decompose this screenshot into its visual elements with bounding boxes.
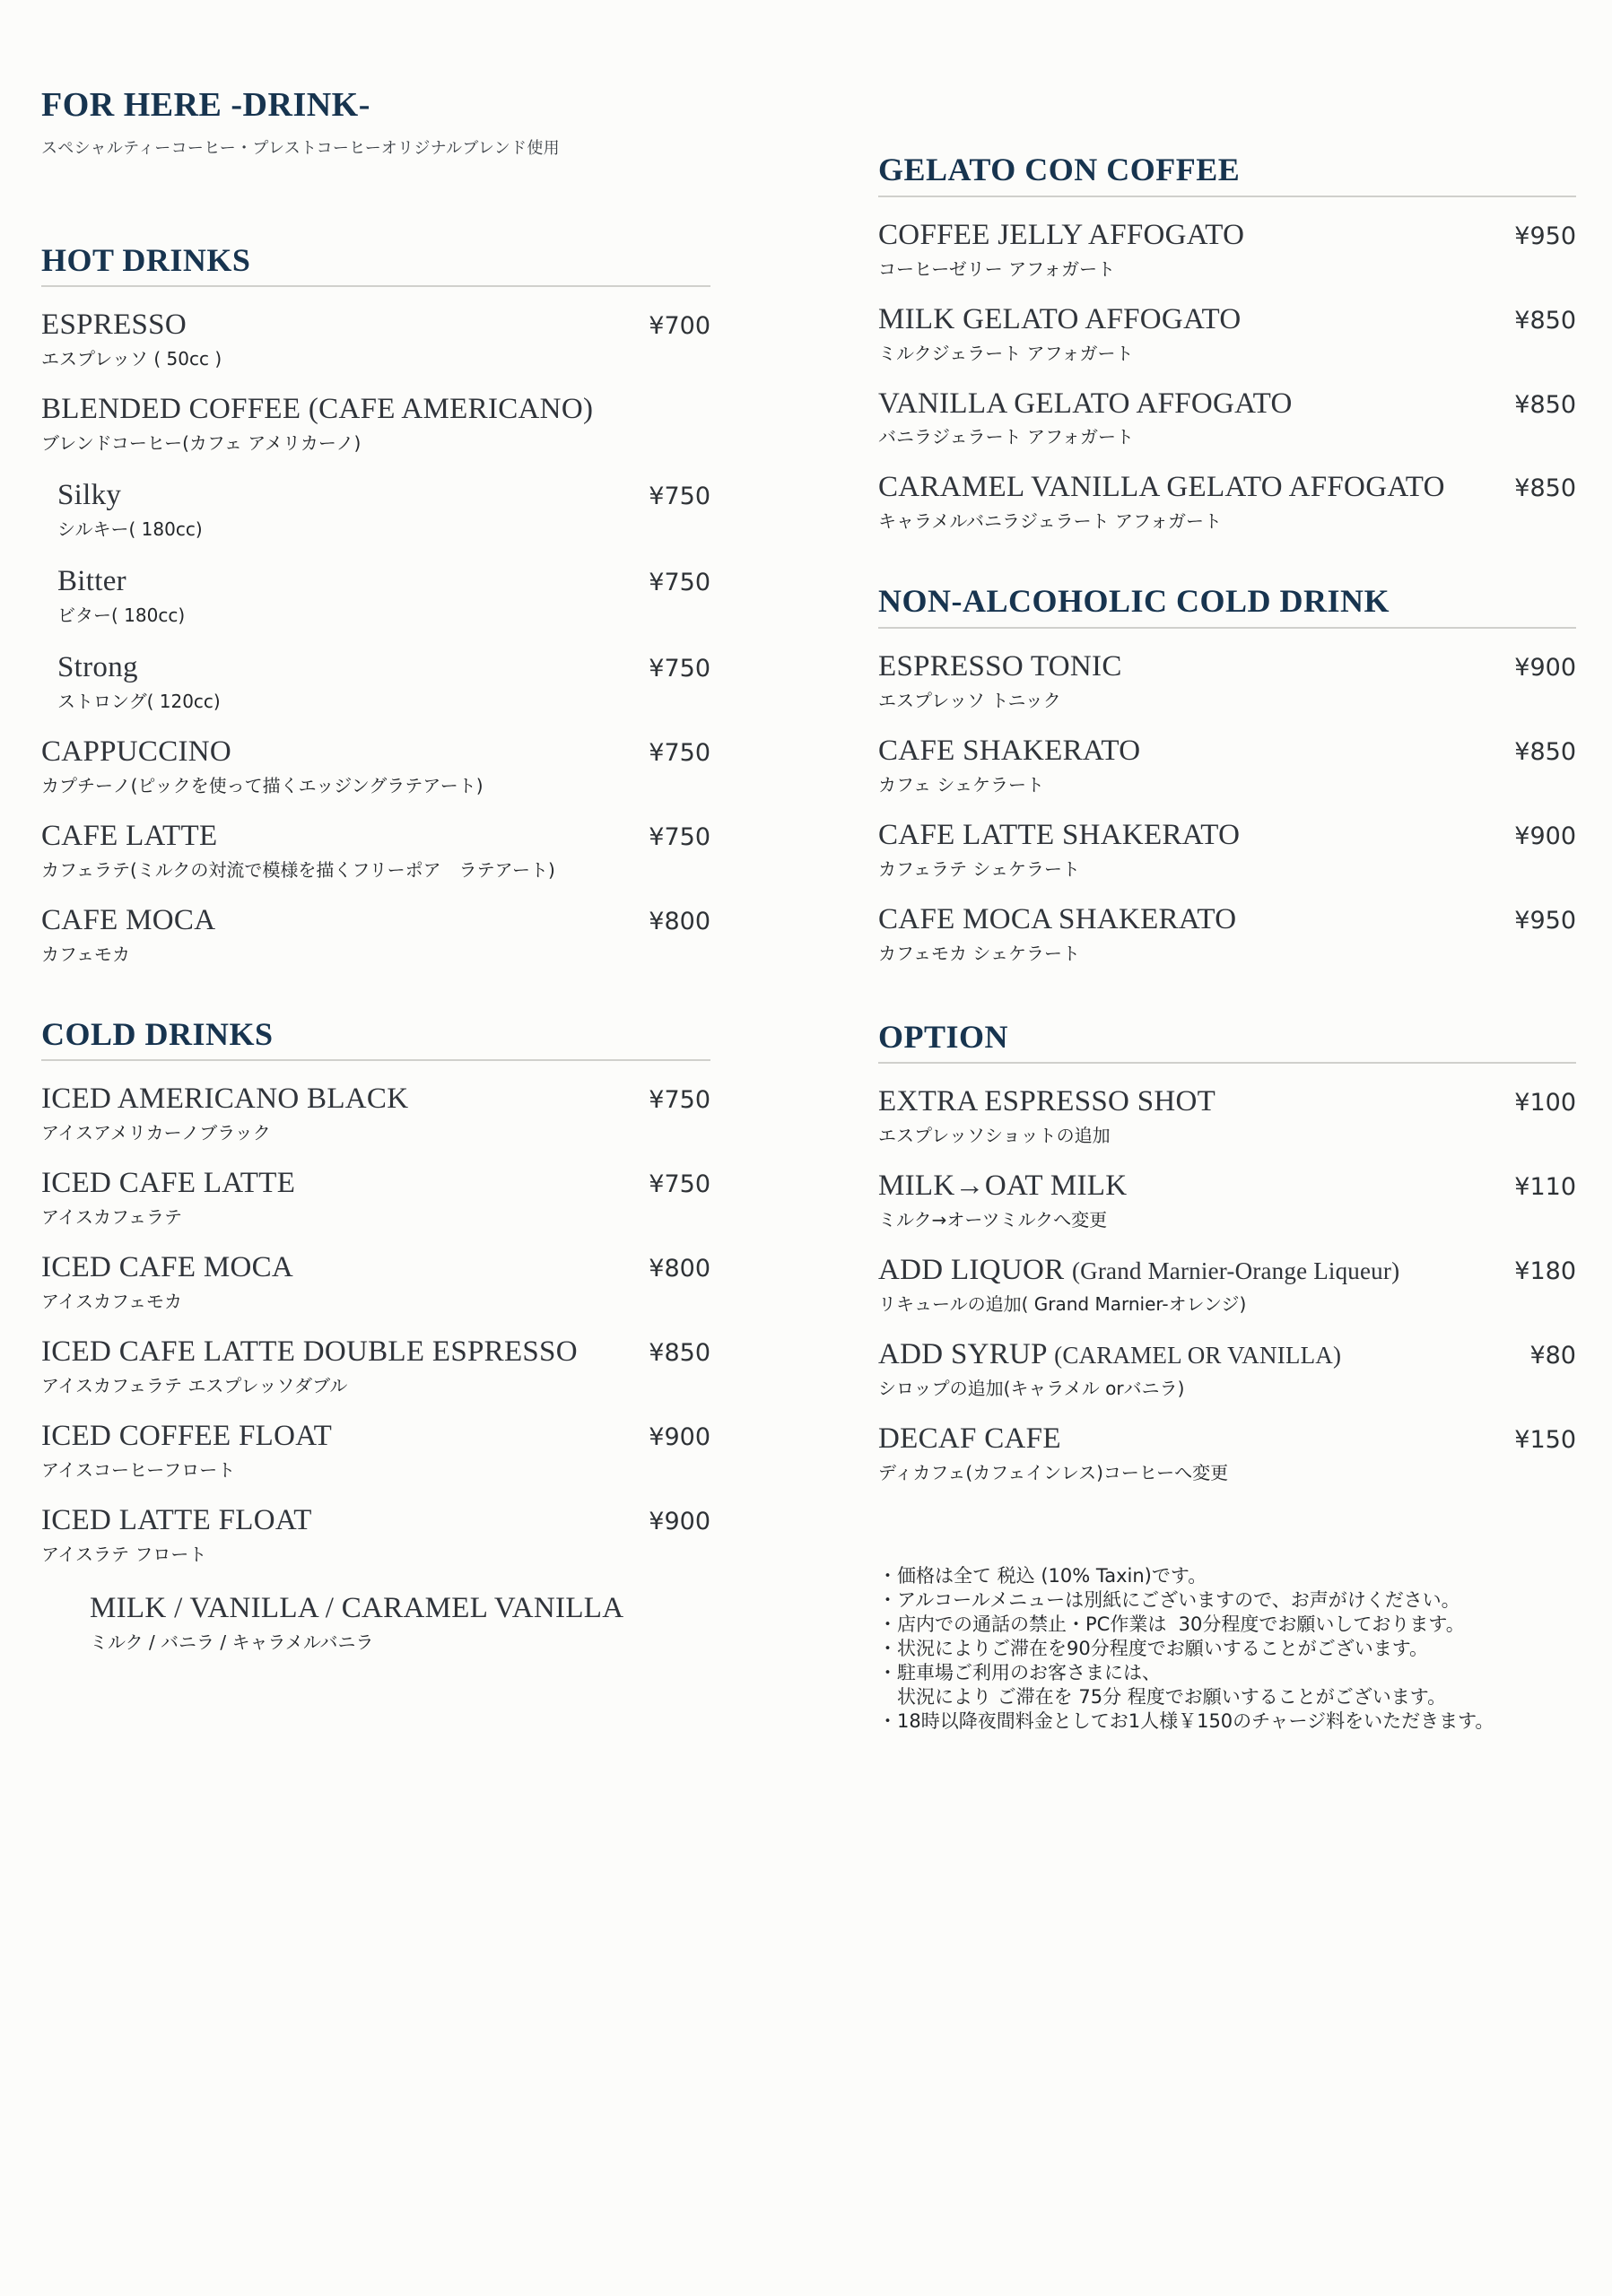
menu-item-cafe-latte-shakerato (878, 819, 1576, 880)
menu-item-iced-coffee-float (41, 1420, 710, 1481)
item-desc: ディカフェ(カフェインレス)コーヒーへ変更 (878, 1462, 1229, 1484)
menu-item-float-flavors (90, 1592, 710, 1653)
menu-item-cafe-moca-shakerato (878, 903, 1576, 964)
menu-item-vanilla-gelato-affogato (878, 387, 1576, 448)
item-name-main: ADD SYRUP (878, 1338, 1047, 1371)
item-price: ¥850 (1514, 390, 1576, 419)
item-desc: アイスカフェラテ (41, 1206, 182, 1229)
item-row (57, 479, 710, 512)
item-price: ¥110 (1514, 1173, 1576, 1202)
item-row (878, 219, 1576, 252)
item-row (878, 1338, 1576, 1371)
item-price: ¥900 (1514, 822, 1576, 850)
footnote-line: ・価格は全て 税込 (10% Taxin)です。 (878, 1565, 1207, 1587)
menu-item-add-liquor (878, 1254, 1576, 1315)
item-desc: アイスラテ フロート (41, 1544, 207, 1566)
item-row (41, 1251, 710, 1284)
item-name: CAFE SHAKERATO (878, 734, 1141, 767)
item-name: MILK GELATO AFFOGATO (878, 302, 1242, 335)
item-name: CARAMEL VANILLA GELATO AFFOGATO (878, 471, 1445, 504)
menu-item-blended-coffee (41, 393, 710, 454)
menu-item-coffee-jelly-affogato (878, 219, 1576, 280)
item-price: ¥150 (1514, 1426, 1576, 1455)
item-price: ¥750 (649, 822, 710, 851)
item-name: Strong (57, 650, 138, 683)
item-name: DECAF CAFE (878, 1422, 1061, 1456)
item-desc: ストロング( 120cc) (57, 690, 221, 712)
item-desc: ビター( 180cc) (57, 604, 186, 626)
item-row (41, 393, 710, 426)
item-price: ¥700 (649, 312, 710, 341)
item-desc: カフェモカ (41, 943, 130, 965)
item-row (41, 309, 710, 342)
item-price: ¥750 (649, 654, 710, 683)
item-name: CAFE LATTE (41, 819, 218, 852)
section-hot-drinks (41, 243, 710, 965)
item-row (878, 1170, 1576, 1203)
menu-item-cafe-latte (41, 820, 710, 881)
menu-item-iced-cafe-latte (41, 1167, 710, 1228)
item-name: CAFE LATTE SHAKERATO (878, 818, 1241, 851)
item-name: ICED CAFE LATTE (41, 1167, 296, 1200)
item-price: ¥750 (649, 738, 710, 767)
item-name-note: (Grand Marnier-Orange Liqueur) (1071, 1257, 1400, 1285)
item-price: ¥950 (1514, 222, 1576, 250)
menu-item-extra-espresso-shot (878, 1085, 1576, 1146)
item-name-note: (CARAMEL OR VANILLA) (1054, 1342, 1342, 1370)
item-price: ¥750 (649, 1086, 710, 1115)
menu-item-bitter (57, 565, 710, 626)
menu-item-iced-americano-black (41, 1083, 710, 1144)
section-header-hot-drinks: HOT DRINKS (41, 243, 710, 288)
section-header-non-alcoholic: NON-ALCOHOLIC COLD DRINK (878, 584, 1576, 629)
item-price: ¥180 (1514, 1257, 1576, 1286)
left-column (41, 0, 710, 1653)
item-price: ¥850 (1514, 306, 1576, 335)
item-row (57, 565, 710, 598)
section-header-option: OPTION (878, 1020, 1576, 1065)
menu-item-iced-cafe-latte-double-espresso (41, 1335, 710, 1396)
item-name: ICED AMERICANO BLACK (41, 1083, 409, 1116)
item-price: ¥850 (1514, 474, 1576, 503)
item-name: Bitter (57, 565, 126, 597)
menu-item-milk-gelato-affogato (878, 303, 1576, 364)
item-desc: ミルク / バニラ / キャラメルバニラ (90, 1631, 374, 1654)
item-desc: アイスコーヒーフロート (41, 1459, 236, 1482)
page-title: FOR HERE -DRINK- (41, 86, 370, 124)
menu-item-silky (57, 479, 710, 540)
item-price: ¥950 (1514, 906, 1576, 935)
section-gelato-con-coffee (878, 152, 1576, 532)
item-name-main: ADD LIQUOR (878, 1254, 1065, 1287)
section-non-alcoholic-cold-drink (878, 584, 1576, 963)
menu-item-espresso (41, 309, 710, 370)
footnote-line: ・状況によりご滞在を90分程度でお願いすることがございます。 (878, 1638, 1429, 1660)
item-name: CAPPUCCINO (41, 735, 232, 768)
item-name: ESPRESSO TONIC (878, 650, 1122, 683)
item-row (41, 1167, 710, 1200)
item-desc: バニラジェラート アフォガート (878, 426, 1134, 448)
item-name: MILK / VANILLA / CARAMEL VANILLA (90, 1592, 624, 1625)
item-name (878, 1254, 1399, 1287)
item-row (41, 1335, 710, 1369)
item-desc: ミルクジェラート アフォガート (878, 342, 1134, 364)
item-name: ICED CAFE MOCA (41, 1251, 294, 1284)
item-row (878, 387, 1576, 421)
item-price: ¥750 (649, 483, 710, 511)
footnote-line: 状況により ご滞在を 75分 程度でお願いすることがございます。 (878, 1686, 1447, 1709)
item-row (878, 471, 1576, 504)
right-column (878, 0, 1576, 1734)
item-desc: シロップの追加(キャラメル orバニラ) (878, 1378, 1185, 1400)
item-desc: エスプレッソ トニック (878, 689, 1061, 711)
item-name: EXTRA ESPRESSO SHOT (878, 1085, 1216, 1118)
item-row (41, 1504, 710, 1537)
item-row (878, 819, 1576, 852)
item-row (878, 1422, 1576, 1456)
item-desc: ブレンドコーヒー(カフェ アメリカーノ) (41, 432, 362, 455)
item-row (878, 903, 1576, 936)
menu-item-decaf-cafe (878, 1422, 1576, 1483)
section-cold-drinks (41, 1017, 710, 1653)
item-row (90, 1592, 710, 1625)
item-desc: アイスカフェモカ (41, 1291, 182, 1313)
item-desc: コーヒーゼリー アフォガート (878, 257, 1116, 280)
item-name: ICED LATTE FLOAT (41, 1504, 312, 1537)
item-name (878, 1338, 1341, 1371)
item-price: ¥800 (649, 907, 710, 935)
item-price: ¥900 (1514, 654, 1576, 682)
item-name: CAFE MOCA SHAKERATO (878, 902, 1237, 935)
item-desc: アイスカフェラテ エスプレッソダブル (41, 1375, 348, 1397)
menu-item-cafe-shakerato (878, 735, 1576, 796)
footnote-line: ・駐車場ご利用のお客さまには、 (878, 1662, 1161, 1684)
menu-item-iced-latte-float (41, 1504, 710, 1565)
item-name: ICED CAFE LATTE DOUBLE ESPRESSO (41, 1335, 578, 1369)
menu-item-espresso-tonic (878, 650, 1576, 711)
item-name: VANILLA GELATO AFFOGATO (878, 387, 1293, 420)
menu-item-strong (57, 651, 710, 712)
item-price: ¥850 (649, 1339, 710, 1368)
item-desc: シルキー( 180cc) (57, 518, 203, 540)
item-desc: カフェラテ(ミルクの対流で模様を描くフリーポア ラテアート) (41, 858, 555, 881)
item-desc: カフェモカ シェケラート (878, 942, 1080, 964)
item-desc: リキュールの追加( Grand Marnier-オレンジ) (878, 1293, 1247, 1316)
section-header-gelato: GELATO CON COFFEE (878, 152, 1576, 197)
menu-item-cafe-moca (41, 904, 710, 965)
item-desc: カプチーノ(ピックを使って描くエッジングラテアート) (41, 774, 484, 796)
item-name: Silky (57, 479, 122, 512)
item-desc: アイスアメリカーノブラック (41, 1122, 271, 1144)
item-row (41, 735, 710, 769)
item-name: ICED COFFEE FLOAT (41, 1420, 333, 1453)
item-row (57, 651, 710, 684)
menu-item-iced-cafe-moca (41, 1251, 710, 1312)
footnote-line: ・18時以降夜間料金としてお1人様￥150のチャージ料をいただきます。 (878, 1710, 1494, 1733)
footnote-line: ・アルコールメニューは別紙にございますので、お声がけください。 (878, 1589, 1460, 1612)
item-name: BLENDED COFFEE (CAFE AMERICANO) (41, 393, 594, 426)
item-name: CAFE MOCA (41, 903, 216, 936)
item-desc: エスプレッソショットの追加 (878, 1125, 1111, 1147)
item-row (878, 650, 1576, 683)
footnote-line: ・店内での通話の禁止・PC作業は 30分程度でお願いしております。 (878, 1613, 1465, 1636)
section-header-cold-drinks: COLD DRINKS (41, 1017, 710, 1062)
item-name: ESPRESSO (41, 309, 187, 342)
item-desc: ミルク→オーツミルクへ変更 (878, 1209, 1108, 1231)
item-desc: カフェ シェケラート (878, 773, 1044, 796)
item-row (41, 904, 710, 937)
item-price: ¥900 (649, 1423, 710, 1452)
footnotes (878, 1564, 1576, 1734)
item-row (878, 1254, 1576, 1287)
item-price: ¥850 (1514, 737, 1576, 766)
item-price: ¥80 (1529, 1342, 1576, 1370)
item-desc: キャラメルバニラジェラート アフォガート (878, 510, 1222, 533)
menu-item-add-syrup (878, 1338, 1576, 1399)
page-subtitle: スペシャルティーコーヒー・プレストコーヒーオリジナルブレンド使用 (41, 138, 560, 158)
item-price: ¥750 (649, 569, 710, 596)
item-name: COFFEE JELLY AFFOGATO (878, 218, 1245, 251)
item-row (41, 820, 710, 853)
item-price: ¥900 (649, 1508, 710, 1536)
item-row (41, 1420, 710, 1453)
section-option (878, 1020, 1576, 1483)
item-row (878, 303, 1576, 336)
item-price: ¥750 (649, 1170, 710, 1199)
menu-item-oat-milk (878, 1170, 1576, 1231)
item-price: ¥100 (1514, 1089, 1576, 1118)
item-name: MILK→OAT MILK (878, 1170, 1128, 1203)
item-desc: カフェラテ シェケラート (878, 857, 1080, 880)
item-desc: エスプレッソ ( 50cc ) (41, 348, 222, 370)
item-row (41, 1083, 710, 1116)
item-row (878, 735, 1576, 768)
menu-item-caramel-vanilla-gelato-affogato (878, 471, 1576, 532)
menu-item-cappuccino (41, 735, 710, 796)
item-row (878, 1085, 1576, 1118)
item-price: ¥800 (649, 1255, 710, 1283)
